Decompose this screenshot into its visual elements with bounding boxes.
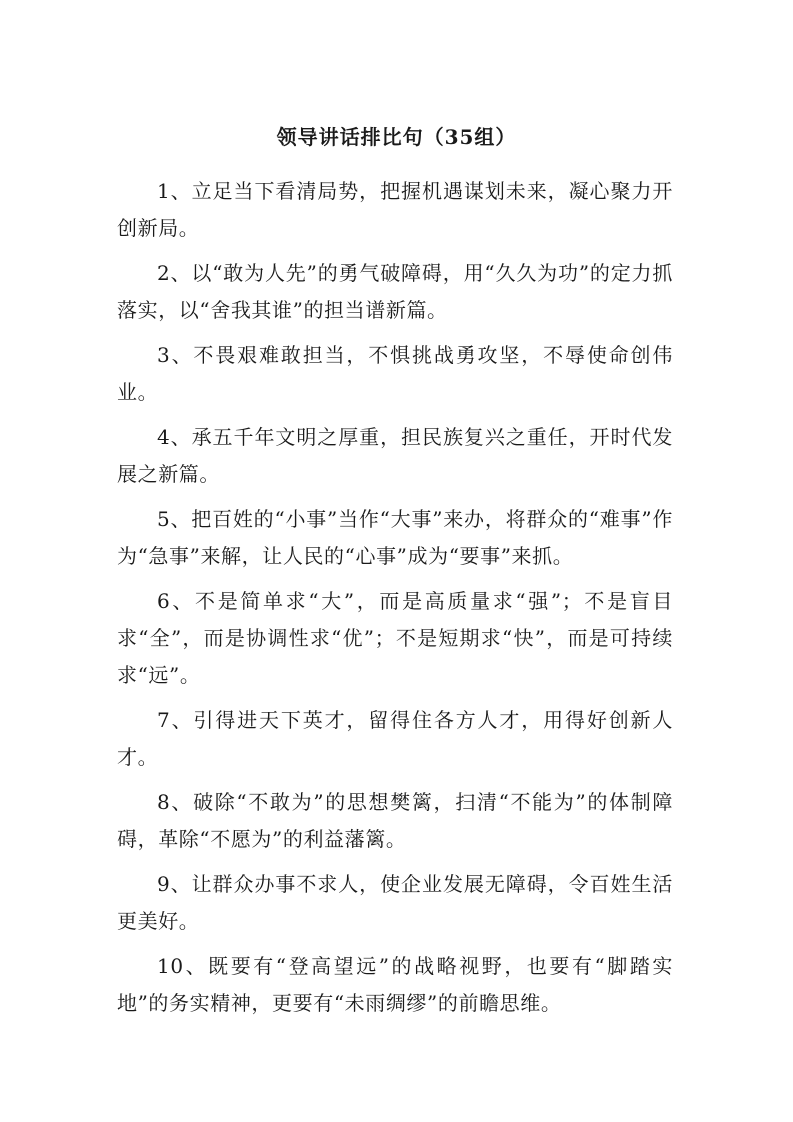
paragraph-7: 7、引得进天下英才，留得住各方人才，用得好创新人才。: [117, 708, 673, 769]
paragraph-4: 4、承五千年文明之厚重，担民族复兴之重任，开时代发展之新篇。: [117, 425, 673, 486]
paragraph-10: 10、既要有“登高望远”的战略视野，也要有“脚踏实地”的务实精神，更要有“未雨绸缪”的前瞻思维。: [117, 954, 673, 1015]
paragraph-2: 2、以“敢为人先”的勇气破障碍，用“久久为功”的定力抓落实，以“舍我其谁”的担当谱新篇。: [117, 261, 673, 322]
paragraph-8: 8、破除“不敢为”的思想樊篱，扫清“不能为”的体制障碍，革除“不愿为”的利益藩篱。: [117, 790, 673, 851]
paragraph-9: 9、让群众办事不求人，使企业发展无障碍，令百姓生活更美好。: [117, 872, 673, 933]
paragraph-1: 1、立足当下看清局势，把握机遇谋划未来，凝心聚力开创新局。: [117, 179, 673, 240]
paragraph-6: 6、不是简单求“大”，而是高质量求“强”；不是盲目求“全”，而是协调性求“优”；不是短期求“快”，而是可持续求“远”。: [117, 589, 673, 687]
paragraph-3: 3、不畏艰难敢担当，不惧挑战勇攻坚，不辱使命创伟业。: [117, 343, 673, 404]
document-title: 领导讲话排比句（35组）: [276, 125, 517, 149]
paragraph-5: 5、把百姓的“小事”当作“大事”来办，将群众的“难事”作为“急事”来解，让人民的“心事”成为“要事”来抓。: [117, 507, 673, 568]
document-body: [117, 173, 673, 1030]
